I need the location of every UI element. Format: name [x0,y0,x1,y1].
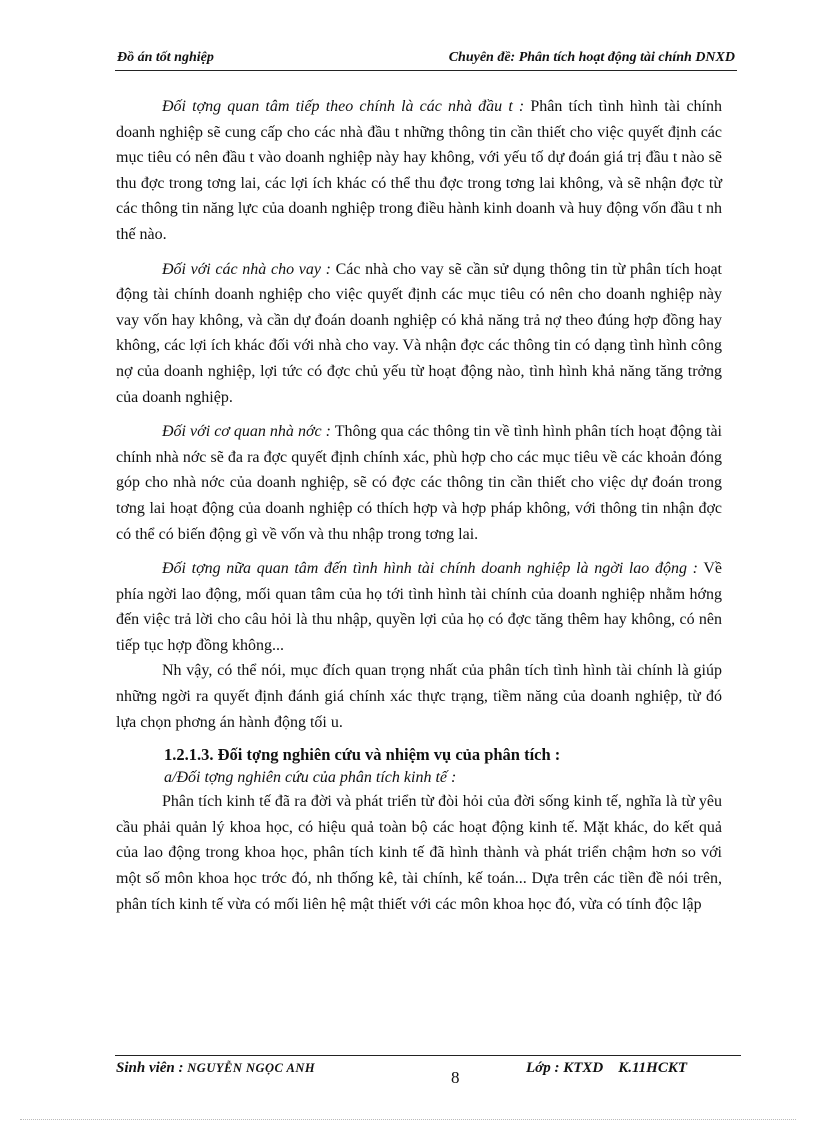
paragraph-text: Thông qua các thông tin về tình hình phân tích hoạt động tài chính nhà nớc sẽ đa ra đợc quyết định chính xác, phù hợp cho các mục tiêu về các khoản đóng góp cho nhà nớc của doanh nghiệp, sẽ có đợc các thông tin cần thiết cho việc dự đoán trong tơng lai hoạt động của doanh nghiệp có thích hợp và hợp pháp không, với thông tin nhận đợc có thể có biến động gì về vốn và thu nhập trong tơng lai. [116,423,722,543]
footer-class [526,1060,687,1077]
paragraph-state [116,419,722,547]
footer-class-value: K.11HCKT [618,1060,687,1076]
header-topic-label: Chuyên đề: Phân tích hoạt động tài chính DNXD [448,50,735,65]
document-body [116,94,722,917]
paragraph-workers [116,556,722,658]
footer-divider [115,1055,741,1056]
footer-student [116,1060,315,1077]
paragraph-lead: Đối tợng nữa quan tâm đến tình hình tài chính doanh nghiệp là ngời lao động : [162,560,698,578]
page-number: 8 [451,1068,460,1087]
paragraph-text: Về phía ngời lao động, mối quan tâm của họ tới tình hình tài chính của doanh nghiệp nhằm hớng đến việc trả lời cho câu hỏi là thu nhập, quyền lợi của họ có đợc tăng thêm hay không, có nên tiếp tục hợp đồng không... [116,560,722,654]
page-header [115,48,737,71]
page-edge-divider [20,1119,796,1120]
sub-heading: a/Đối tợng nghiên cứu của phân tích kinh tế : [164,769,457,787]
section-heading: 1.2.1.3. Đối tợng nghiên cứu và nhiệm vụ của phân tích : [164,745,561,765]
paragraph-text: Phân tích tình hình tài chính doanh nghiệp sẽ cung cấp cho các nhà đầu t những thông tin cần thiết cho việc quyết định các mục tiêu có nên đầu t vào doanh nghiệp này hay không, với yếu tố dự đoán giá trị đầu t nào sẽ thu đợc trong tơng lai, các lợi ích khác có thể thu đợc trong tơng lai không, và sẽ nhận đợc từ các thông tin năng lực của doanh nghiệp trong điều hành kinh doanh và huy động vốn đầu t nh thế nào. [116,98,722,243]
paragraph-lenders [116,257,722,411]
paragraph-lead: Đối với các nhà cho vay : [162,260,331,278]
paragraph-lead: Đối với cơ quan nhà nớc : [162,423,332,441]
paragraph-text: Các nhà cho vay sẽ cần sử dụng thông tin từ phân tích hoạt động tài chính doanh nghiệp cho việc quyết định các mục tiêu có nên cho doanh nghiệp này vay vốn hay không, và cần dự đoán doanh nghiệp có khả năng trả nợ theo đúng hợp đồng hay không, các lợi ích khác đối với nhà cho vay. Và nhận đợc các thông tin có dạng tình hình công nợ của doanh nghiệp, lợi tức có đợc chủ yếu từ hoạt động nào, tình hình khả năng tăng trởng của doanh nghiệp. [116,260,723,406]
paragraph-economic-analysis: Phân tích kinh tế đã ra đời và phát triển từ đòi hỏi của đời sống kinh tế, nghĩa là từ yêu cầu phải quản lý khoa học, có hiệu quả toàn bộ các hoạt động kinh tế. Mặt khác, do kết quả của lao động trong khoa học, phân tích kinh tế đã hình thành và phát triển chậm hơn so với một số môn khoa học trớc đó, nh thống kê, tài chính, kế toán... Dựa trên các tiền đề nói trên, phân tích kinh tế vừa có mối liên hệ mật thiết với các môn khoa học đó, vừa có tính độc lập [116,793,722,913]
header-thesis-label: Đồ án tốt nghiệp [117,50,214,65]
footer-student-label: Sinh viên : [116,1060,184,1076]
footer-student-name: NGUYỄN NGỌC ANH [187,1061,316,1075]
paragraph-text: Nh vậy, có thể nói, mục đích quan trọng nhất của phân tích tình hình tài chính là giúp những ngời ra quyết định đánh giá chính xác thực trạng, tiềm năng của doanh nghiệp, từ đó lựa chọn phơng án hành động tối u. [116,662,722,731]
paragraph-investors [116,94,722,248]
footer-class-label: Lớp : KTXD [526,1060,604,1076]
paragraph-conclusion [116,658,722,735]
paragraph-lead: Đối tợng quan tâm tiếp theo chính là các nhà đầu t : [162,98,525,115]
